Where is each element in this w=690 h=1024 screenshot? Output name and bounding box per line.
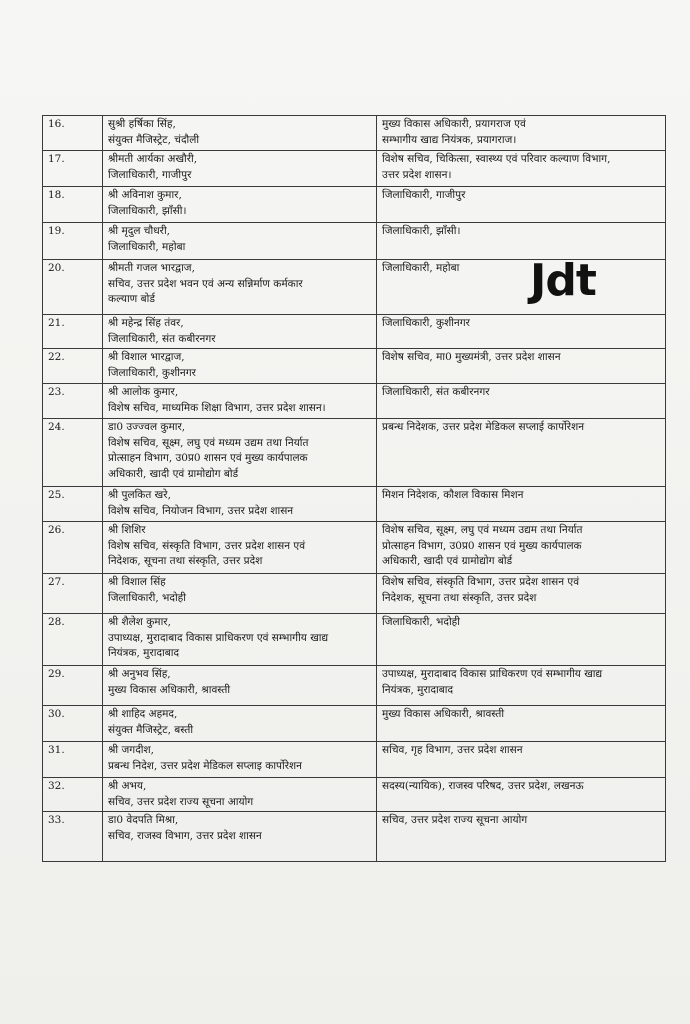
current-post: जिलाधिकारी, संत कबीरनगर (108, 332, 216, 345)
table-row (43, 116, 666, 151)
new-post-cell: जिलाधिकारी, संत कबीरनगर (377, 384, 666, 419)
serial-number-cell: 21. (43, 315, 103, 349)
transfer-table-body (43, 116, 666, 862)
officer-current-post-cell (103, 384, 377, 419)
officer-name: श्रीमती आर्यका अखौरी, (108, 153, 198, 165)
officer-name: श्री अविनाश कुमार, (108, 189, 182, 201)
table-row (43, 522, 666, 574)
officer-name: श्री मृदुल चौधरी, (108, 225, 170, 237)
officer-name: श्री शिशिर (108, 524, 146, 537)
serial-number-cell: 30. (43, 706, 103, 742)
new-post-cell: जिलाधिकारी, गाजीपुर (377, 187, 666, 223)
new-post-cell: मुख्य विकास अधिकारी, श्रावस्ती (377, 706, 666, 742)
officer-name: सुश्री हर्षिका सिंह, (108, 118, 176, 130)
new-post-cell: विशेष सचिव, सूक्ष्म, लघु एवं मध्यम उद्यम तथा निर्यात प्रोत्साहन विभाग, उ0प्र0 शासन एवं मुख्य कार्यपालक अधिकारी, खादी एवं ग्रामोद्योग बोर्ड (377, 522, 666, 574)
table-row (43, 151, 666, 187)
table-row (43, 812, 666, 862)
new-post-cell: विशेष सचिव, चिकित्सा, स्वास्थ्य एवं परिवार कल्याण विभाग, उत्तर प्रदेश शासन। (377, 151, 666, 187)
current-post: विशेष सचिव, संस्कृति विभाग, उत्तर प्रदेश शासन एवं निदेशक, सूचना तथा संस्कृति, उत्तर प्रदेश (108, 539, 306, 568)
officer-current-post-cell (103, 116, 377, 151)
current-post: प्रबन्ध निदेश, उत्तर प्रदेश मेडिकल सप्लाइ कार्पोरेशन (108, 759, 302, 772)
new-post-cell: सचिव, उत्तर प्रदेश राज्य सूचना आयोग (377, 812, 666, 862)
new-post-cell: जिलाधिकारी, भदोही (377, 614, 666, 666)
officer-current-post-cell (103, 812, 377, 862)
current-post: उपाध्यक्ष, मुरादाबाद विकास प्राधिकरण एवं सम्भागीय खाद्य नियंत्रक, मुरादाबाद (108, 631, 329, 660)
new-post-cell: सदस्य(न्यायिक), राजस्व परिषद, उत्तर प्रदेश, लखनऊ (377, 778, 666, 812)
officer-name: डा0 उज्ज्वल कुमार, (108, 421, 186, 434)
officer-current-post-cell (103, 349, 377, 384)
new-post-cell: विशेष सचिव, संस्कृति विभाग, उत्तर प्रदेश शासन एवं निदेशक, सूचना तथा संस्कृति, उत्तर प्रदेश (377, 574, 666, 614)
officer-current-post-cell (103, 706, 377, 742)
officer-current-post-cell (103, 666, 377, 706)
serial-number-cell: 22. (43, 349, 103, 384)
serial-number-cell: 28. (43, 614, 103, 666)
table-row (43, 487, 666, 522)
table-row (43, 223, 666, 260)
serial-number-cell: 33. (43, 812, 103, 862)
current-post: जिलाधिकारी, झाँसी। (108, 204, 187, 217)
officer-current-post-cell (103, 151, 377, 187)
new-post-cell: जिलाधिकारी, महोबा (377, 260, 666, 315)
officer-current-post-cell (103, 223, 377, 260)
table-row (43, 315, 666, 349)
officer-name: श्री जगदीश, (108, 744, 154, 757)
serial-number-cell: 16. (43, 116, 103, 151)
new-post-cell: उपाध्यक्ष, मुरादाबाद विकास प्राधिकरण एवं सम्भागीय खाद्य नियंत्रक, मुरादाबाद (377, 666, 666, 706)
officer-name: श्री महेन्द्र सिंह तंवर, (108, 317, 184, 329)
officer-current-post-cell (103, 187, 377, 223)
officer-name: श्रीमती गजल भारद्वाज, (108, 262, 195, 274)
serial-number-cell: 23. (43, 384, 103, 419)
serial-number-cell: 27. (43, 574, 103, 614)
new-post-cell: प्रबन्ध निदेशक, उत्तर प्रदेश मेडिकल सप्लाई कार्पोरेशन (377, 419, 666, 487)
officer-name: श्री विशाल भारद्वाज, (108, 351, 185, 364)
table-row (43, 574, 666, 614)
officer-current-post-cell (103, 260, 377, 315)
serial-number-cell: 19. (43, 223, 103, 260)
serial-number-cell: 29. (43, 666, 103, 706)
table-row (43, 778, 666, 812)
officer-current-post-cell (103, 614, 377, 666)
current-post: विशेष सचिव, माध्यमिक शिक्षा विभाग, उत्तर प्रदेश शासन। (108, 401, 326, 414)
current-post: सचिव, उत्तर प्रदेश भवन एवं अन्य सन्निर्माण कर्मकार कल्याण बोर्ड (108, 277, 303, 306)
officer-name: श्री शैलेश कुमार, (108, 616, 171, 629)
table-row (43, 614, 666, 666)
serial-number-cell: 17. (43, 151, 103, 187)
serial-number-cell: 20. (43, 260, 103, 315)
current-post: सचिव, उत्तर प्रदेश राज्य सूचना आयोग (108, 795, 254, 808)
transfer-table (42, 115, 666, 862)
current-post: जिलाधिकारी, गाजीपुर (108, 168, 192, 181)
officer-name: श्री विशाल सिंह (108, 576, 166, 589)
serial-number-cell: 26. (43, 522, 103, 574)
officer-name: श्री अनुभव सिंह, (108, 668, 171, 681)
officer-current-post-cell (103, 574, 377, 614)
officer-current-post-cell (103, 742, 377, 778)
serial-number-cell: 18. (43, 187, 103, 223)
new-post-cell: जिलाधिकारी, कुशीनगर (377, 315, 666, 349)
officer-name: श्री शाहिद अहमद, (108, 708, 178, 721)
current-post: जिलाधिकारी, कुशीनगर (108, 366, 196, 379)
serial-number-cell: 31. (43, 742, 103, 778)
table-row (43, 349, 666, 384)
current-post: विशेष सचिव, सूक्ष्म, लघु एवं मध्यम उद्यम तथा निर्यात प्रोत्साहन विभाग, उ0प्र0 शासन एवं मुख्य कार्यपालक अधिकारी, खादी एवं ग्रामोद्योग बोर्ड (108, 436, 309, 480)
table-row (43, 384, 666, 419)
serial-number-cell: 24. (43, 419, 103, 487)
officer-name: श्री आलोक कुमार, (108, 386, 179, 399)
table-row (43, 187, 666, 223)
current-post: जिलाधिकारी, भदोही (108, 591, 186, 604)
current-post: मुख्य विकास अधिकारी, श्रावस्ती (108, 683, 231, 696)
officer-name: श्री अभय, (108, 780, 147, 793)
current-post: सचिव, राजस्व विभाग, उत्तर प्रदेश शासन (108, 829, 262, 842)
officer-current-post-cell (103, 487, 377, 522)
current-post: संयुक्त मैजिस्ट्रेट, बस्ती (108, 723, 194, 736)
officer-name: डा0 वेदपति मिश्रा, (108, 814, 179, 827)
new-post-cell: मिशन निदेशक, कौशल विकास मिशन (377, 487, 666, 522)
table-row (43, 706, 666, 742)
officer-current-post-cell (103, 522, 377, 574)
serial-number-cell: 32. (43, 778, 103, 812)
table-row (43, 666, 666, 706)
current-post: जिलाधिकारी, महोबा (108, 240, 186, 253)
new-post-cell: मुख्य विकास अधिकारी, प्रयागराज एवं सम्भागीय खाद्य नियंत्रक, प्रयागराज। (377, 116, 666, 151)
watermark-text: Jdt (530, 255, 596, 306)
current-post: संयुक्त मैजिस्ट्रेट, चंदौली (108, 133, 200, 146)
officer-current-post-cell (103, 315, 377, 349)
table-row (43, 742, 666, 778)
new-post-cell: विशेष सचिव, मा0 मुख्यमंत्री, उत्तर प्रदेश शासन (377, 349, 666, 384)
serial-number-cell: 25. (43, 487, 103, 522)
officer-name: श्री पुलकित खरे, (108, 489, 171, 502)
officer-current-post-cell (103, 778, 377, 812)
table-row (43, 419, 666, 487)
current-post: विशेष सचिव, नियोजन विभाग, उत्तर प्रदेश शासन (108, 504, 294, 517)
officer-current-post-cell (103, 419, 377, 487)
new-post-cell: सचिव, गृह विभाग, उत्तर प्रदेश शासन (377, 742, 666, 778)
new-post-cell: जिलाधिकारी, झाँसी। (377, 223, 666, 260)
